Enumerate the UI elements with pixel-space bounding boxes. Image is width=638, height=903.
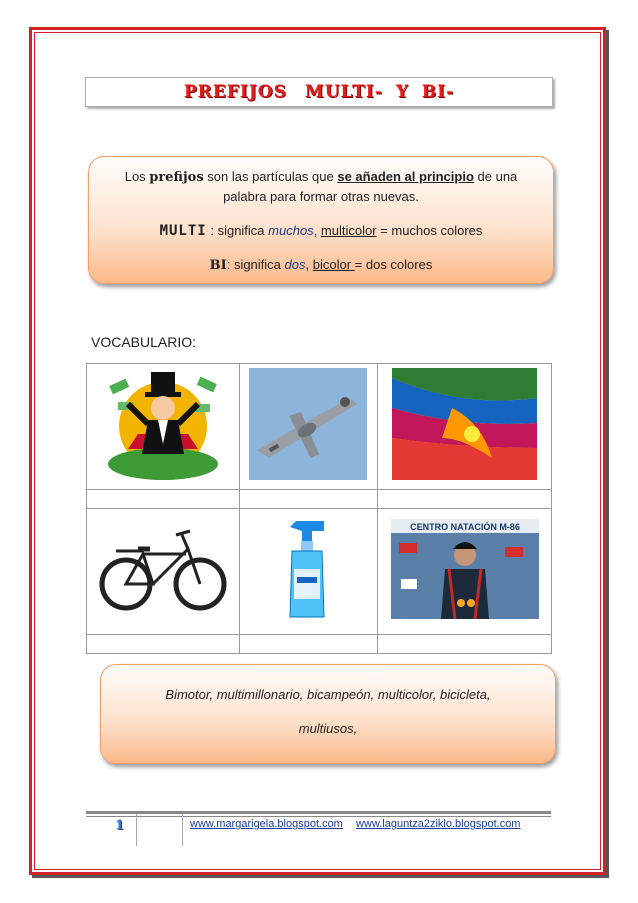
vocab-cell: [378, 364, 552, 490]
answer-cell[interactable]: [239, 635, 378, 654]
definition-line-1: Los prefijos son las partículas que se añaden al principio de una: [124, 169, 518, 185]
vocab-cell: [239, 364, 378, 490]
title-prefixes: MULTI- Y BI-: [304, 82, 455, 102]
keyword-prefijos: prefijos: [149, 170, 204, 185]
answer-cell[interactable]: [239, 490, 378, 509]
answer-cell[interactable]: [378, 635, 552, 654]
footer-link-laguntza[interactable]: www.laguntza2ziklo.blogspot.com: [356, 818, 521, 830]
footer-rule: [86, 811, 551, 814]
vocabulary-label: VOCABULARIO:: [91, 334, 197, 350]
bi-definition: BI: significa dos, bicolor = dos colores: [209, 257, 433, 273]
vocab-cell: [87, 364, 240, 490]
answer-cell[interactable]: [378, 490, 552, 509]
answer-cell[interactable]: [87, 635, 240, 654]
vocab-cell: [239, 509, 378, 635]
footer-link-margarigela[interactable]: www.margarigela.blogspot.com: [190, 818, 343, 830]
word-bank-line-1: Bimotor, multimillonario, bicampeón, multicolor, bicicleta,: [165, 687, 491, 702]
spray-bottle-image: [268, 517, 348, 622]
vocabulary-table: [86, 363, 552, 654]
multi-definition: MULTI : significa muchos, multicolor = muchos colores: [159, 223, 483, 239]
footer-rule-thin: [86, 816, 551, 817]
underlined-phrase: se añaden al principio: [337, 169, 474, 184]
word-bank-box: [100, 664, 556, 764]
bicycle-image: [98, 519, 228, 619]
vocab-cell: [87, 509, 240, 635]
swimmer-image: [391, 519, 539, 619]
word-bank-line-2: multiusos,: [298, 721, 358, 736]
page-number: 1: [115, 818, 125, 833]
plane-image: [249, 368, 367, 480]
page-title: [85, 77, 553, 107]
multicolor-image: [392, 368, 537, 480]
definition-box: [88, 156, 554, 284]
vocab-cell: [378, 509, 552, 635]
footer-divider: [182, 814, 183, 846]
definition-line-2: palabra para formar otras nuevas.: [223, 189, 419, 204]
millionaire-image: [98, 364, 228, 484]
title-prefijos: PREFIJOS: [183, 82, 287, 102]
answer-cell[interactable]: [87, 490, 240, 509]
swim-sign-text: CENTRO NATACIÓN M-86: [409, 522, 520, 532]
footer-divider: [136, 814, 137, 846]
keyword-multi: MULTI: [159, 223, 207, 239]
keyword-bi: BI: [209, 258, 227, 273]
